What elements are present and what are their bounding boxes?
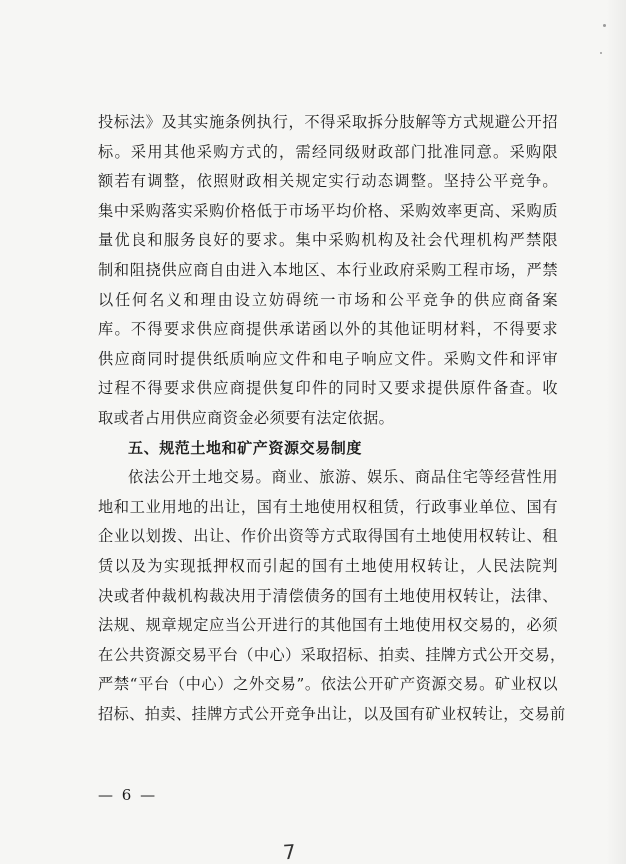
text-line: 过程不得要求供应商提供复印件的同时又要求提供原件备查。收 — [98, 379, 558, 398]
text-line: 库。不得要求供应商提供承诺函以外的其他证明材料，不得要求 — [98, 320, 558, 339]
text-line: 决或者仲裁机构裁决用于清偿债务的国有土地使用权转让，法律、 — [98, 586, 558, 605]
text-line: 法规、规章规定应当公开进行的其他国有土地使用权交易的，必须 — [98, 616, 558, 635]
text-line: 地和工业用地的出让，国有土地使用权租赁，行政事业单位、国有 — [98, 497, 558, 516]
section-heading: 五、规范土地和矿产资源交易制度 — [128, 438, 363, 457]
text-line: 严禁“平台（中心）之外交易”。依法公开矿产资源交易。矿业权以 — [98, 675, 558, 694]
handwritten-mark: 7 — [282, 839, 297, 864]
page-edge-shadow — [606, 0, 626, 864]
page-number: — 6 — — [98, 786, 158, 804]
text-line: 投标法》及其实施条例执行，不得采取拆分肢解等方式规避公开招 — [98, 113, 558, 131]
text-line: 额若有调整，依照财政相关规定实行动态调整。坚持公平竞争。 — [98, 172, 558, 191]
text-line: 供应商同时提供纸质响应文件和电子响应文件。采购文件和评审 — [98, 349, 558, 368]
text-line: 标。采用其他采购方式的，需经同级财政部门批准同意。采购限 — [98, 142, 558, 161]
text-line: 招标、拍卖、挂牌方式公开竞争出让，以及国有矿业权转让，交易前 — [98, 704, 566, 723]
scan-speck — [600, 52, 602, 54]
text-line: 在公共资源交易平台（中心）采取招标、拍卖、挂牌方式公开交易， — [98, 645, 566, 664]
text-line: 企业以划拨、出让、作价出资等方式取得国有土地使用权转让、租 — [98, 527, 558, 546]
body-text — [98, 108, 566, 729]
text-line: 取或者占用供应商资金必须要有法定依据。 — [98, 408, 395, 427]
scan-speck — [603, 24, 606, 27]
text-line: 集中采购落实采购价格低于市场平均价格、采购效率更高、采购质 — [98, 201, 558, 220]
text-line: 赁以及为实现抵押权而引起的国有土地使用权转让，人民法院判 — [98, 556, 558, 575]
text-line: 以任何名义和理由设立妨碍统一市场和公平竞争的供应商备案 — [98, 290, 558, 309]
text-line: 制和阻挠供应商自由进入本地区、本行业政府采购工程市场，严禁 — [98, 260, 558, 279]
text-line: 依法公开土地交易。商业、旅游、娱乐、商品住宅等经营性用 — [128, 468, 558, 487]
text-line: 量优良和服务良好的要求。集中采购机构及社会代理机构严禁限 — [98, 231, 558, 250]
